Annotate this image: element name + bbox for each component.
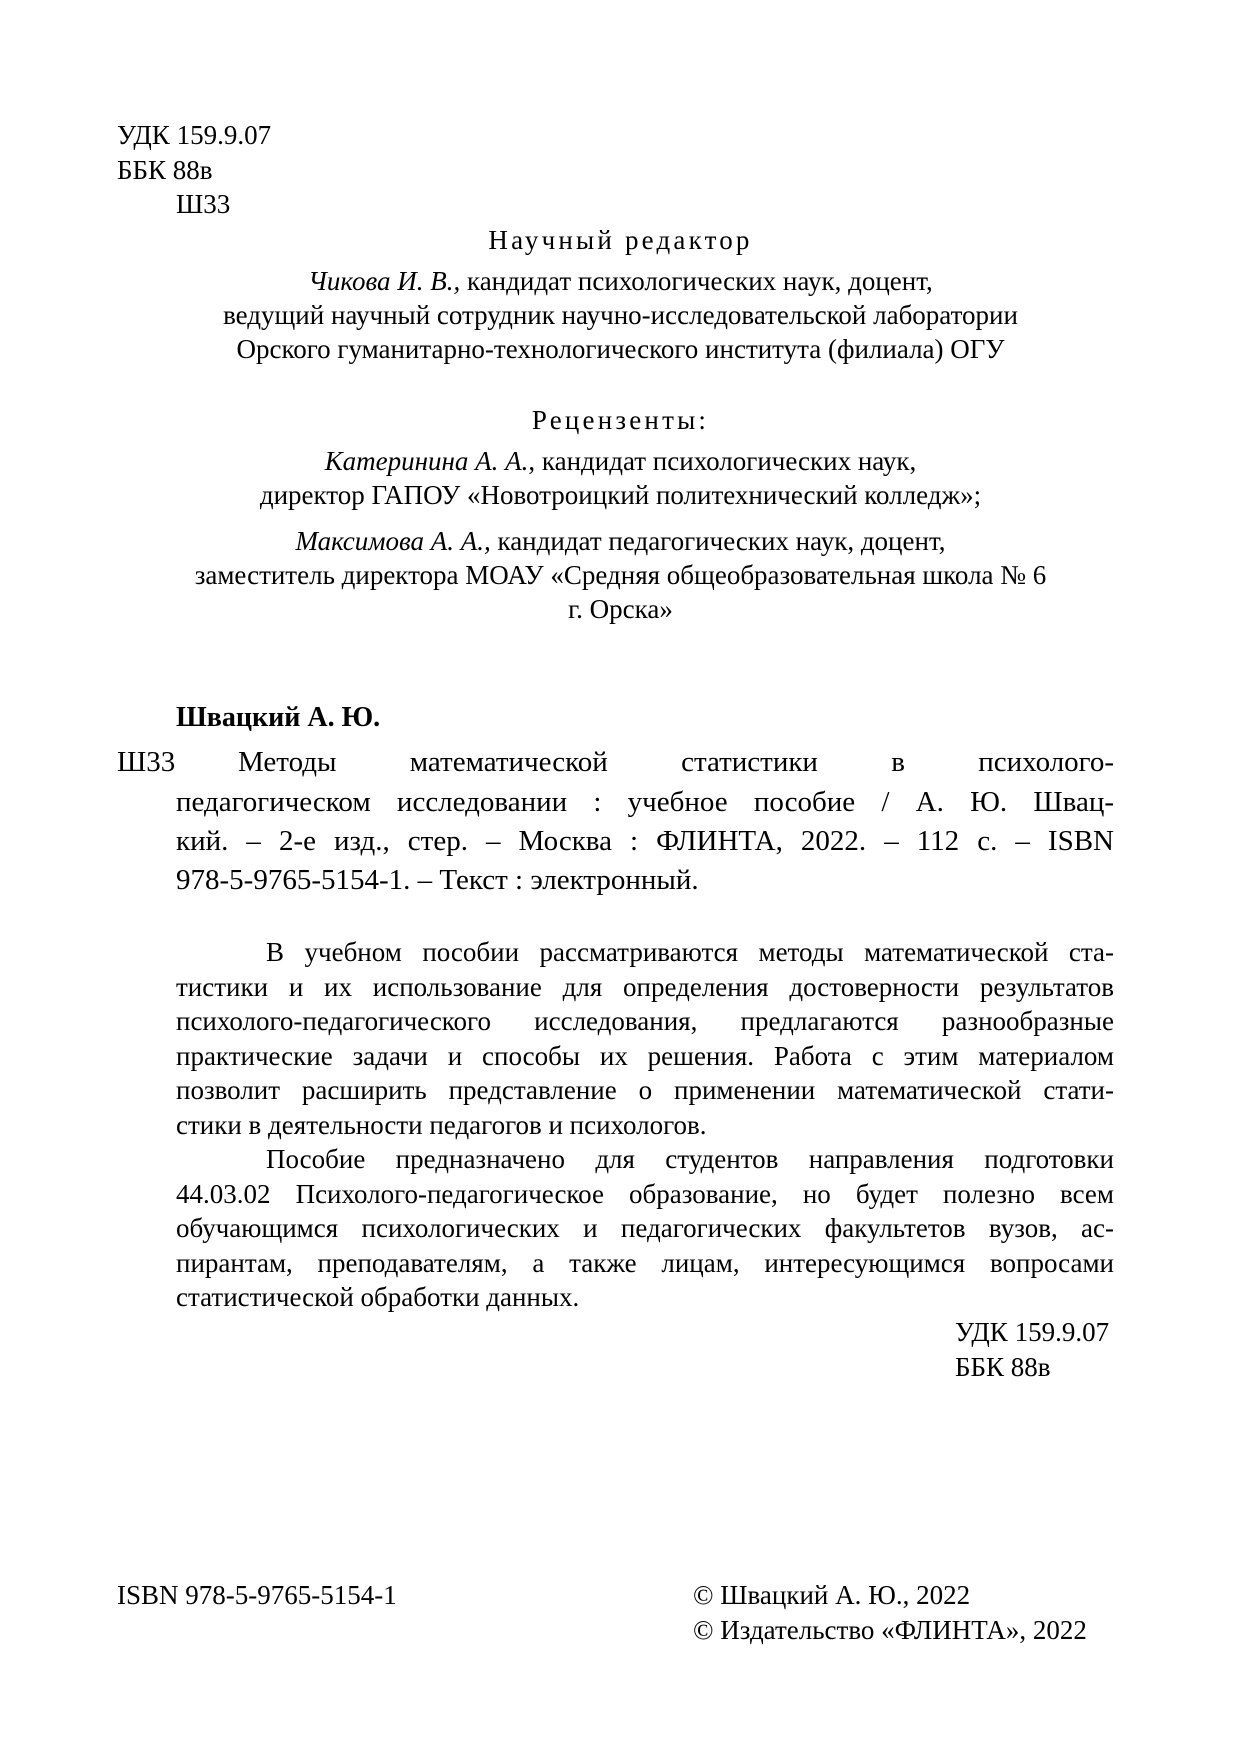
reviewer-2-title: кандидат педагогических наук, доцент,: [490, 526, 946, 556]
annotation-p1-line-6: стики в деятельности педагогов и психологов.: [176, 1110, 707, 1140]
bib-author: Швацкий А. Ю.: [176, 702, 381, 733]
bib-line-3: кий. – 2-е изд., стер. – Москва : ФЛИНТА, 2022. – 112 с. – ISBN: [176, 825, 1114, 857]
copyright-publisher: © Издательство «ФЛИНТА», 2022: [693, 1615, 1087, 1645]
editor-line-3: Орского гуманитарно-технологического института (филиала) ОГУ: [236, 334, 1005, 364]
reviewer-2-line-1: [0, 524, 1241, 558]
copyright-author: © Швацкий А. Ю., 2022: [693, 1580, 971, 1610]
annotation-p1-line-2: тистики и их использование для определения достоверности результатов: [176, 972, 1114, 1002]
editor-heading: Научный редактор: [488, 225, 753, 255]
author-mark-top: Ш33: [176, 189, 231, 219]
editor-name: Чикова И. В.,: [308, 266, 461, 296]
reviewer-1-name: Катеринина А. А.: [324, 446, 529, 476]
reviewer-2-line-2: заместитель директора МОАУ «Средняя общеобразовательная школа № 6: [194, 560, 1047, 590]
editor-line-1: [0, 264, 1241, 298]
annotation-p2-line-2: 44.03.02 Психолого-педагогическое образование, но будет полезно всем: [176, 1179, 1114, 1209]
annotation-p2-line-4: пирантам, преподавателям, а также лицам, интересующимся вопросами: [176, 1248, 1114, 1278]
editor-line-2: ведущий научный сотрудник научно-исследовательской лаборатории: [223, 300, 1018, 330]
annotation-p2-line-3: обучающимся психологических и педагогических факультетов вузов, ас-: [176, 1213, 1114, 1243]
editor-title: кандидат психологических наук, доцент,: [460, 266, 933, 296]
reviewer-2-name: Максимова А. А.,: [295, 526, 491, 556]
reviewer-1-line-1: [0, 444, 1241, 478]
udk-code-top: УДК 159.9.07: [117, 120, 272, 150]
annotation-p1-line-4: практические задачи и способы их решения. Работа с этим материалом: [176, 1041, 1114, 1071]
annotation-p2-line-5: статистической обработки данных.: [176, 1282, 580, 1312]
annotation-p1-line-1: В учебном пособии рассматриваются методы математической ста-: [266, 937, 1114, 967]
bib-line-1: Методы математической статистики в психолого-: [238, 746, 1114, 778]
annotation-p1-line-3: психолого-педагогического исследования, предлагаются разнообразные: [176, 1006, 1114, 1036]
reviewer-2-line-3: г. Орска»: [568, 594, 673, 624]
bib-line-4: 978-5-9765-5154-1. – Текст : электронный.: [176, 864, 699, 896]
reviewers-heading: Рецензенты:: [531, 405, 710, 435]
bib-mark: Ш33: [117, 746, 176, 778]
bib-line-2: педагогическом исследовании : учебное пособие / А. Ю. Швац-: [176, 786, 1114, 818]
reviewer-1-title: , кандидат психологических наук,: [528, 446, 917, 476]
annotation-p1-line-5: позволит расширить представление о применении математической стати-: [176, 1075, 1114, 1105]
reviewer-1-line-2: директор ГАПОУ «Новотроицкий политехнический колледж»;: [259, 480, 982, 510]
annotation-p2-line-1: Пособие предназначено для студентов направления подготовки: [266, 1144, 1114, 1174]
bbk-code-bottom: ББК 88в: [955, 1352, 1051, 1382]
udk-code-bottom: УДК 159.9.07: [955, 1317, 1110, 1347]
bbk-code-top: ББК 88в: [117, 155, 213, 185]
footer-isbn: ISBN 978-5-9765-5154-1: [117, 1580, 397, 1610]
